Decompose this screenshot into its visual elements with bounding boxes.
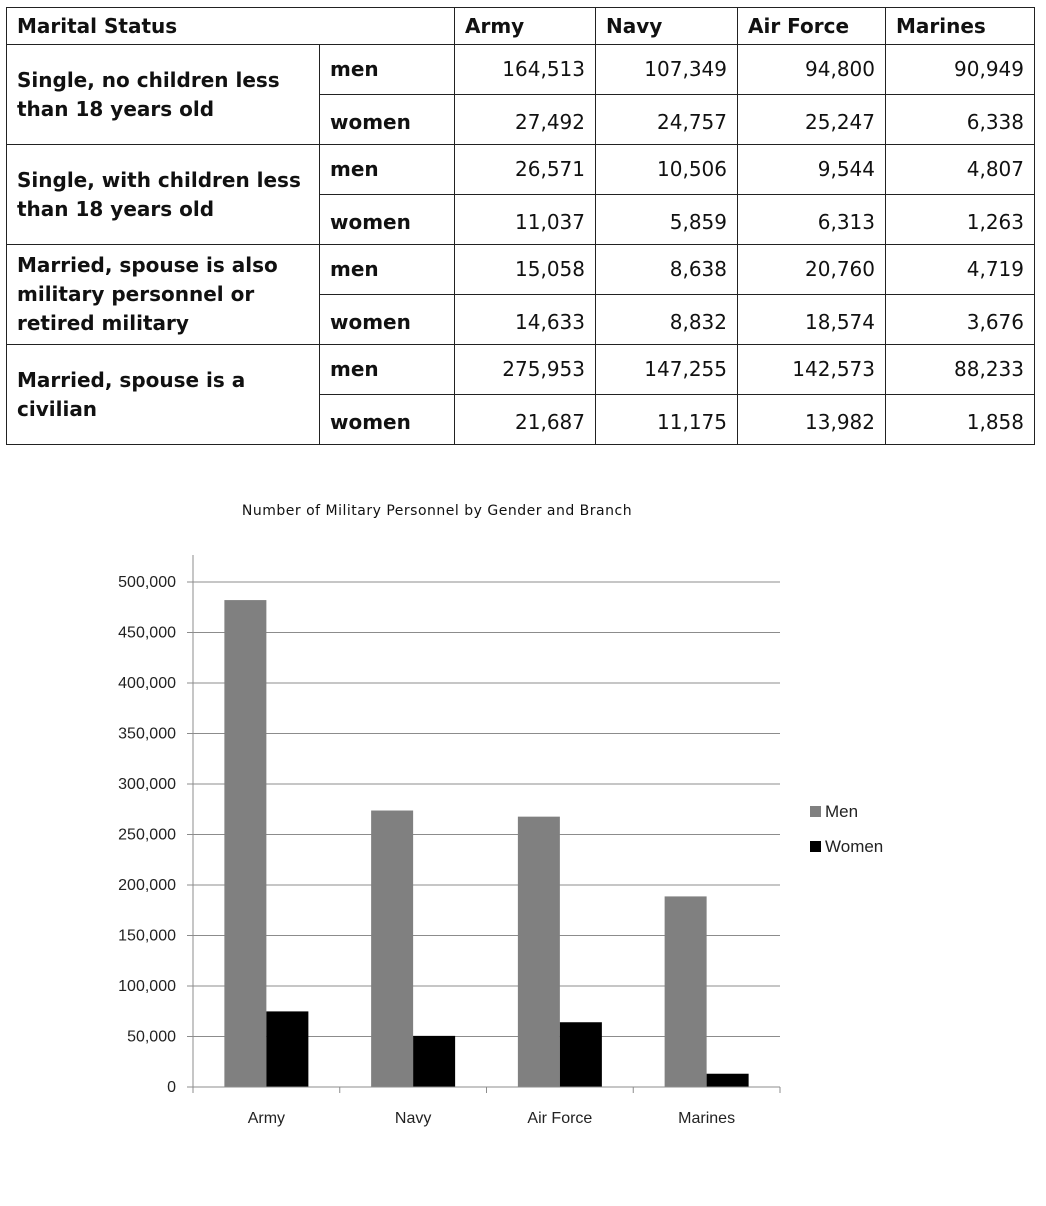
header-navy: Navy	[596, 8, 738, 45]
value-cell: 275,953	[455, 345, 596, 395]
bar-women-air-force	[560, 1022, 602, 1087]
table-row	[7, 345, 1035, 395]
y-tick-label: 400,000	[118, 675, 176, 692]
marital-status-cell: Single, with children less than 18 years old	[7, 145, 320, 245]
value-cell: 11,175	[596, 395, 738, 445]
value-cell: 9,544	[738, 145, 886, 195]
y-tick-label: 300,000	[118, 776, 176, 793]
value-cell: 90,949	[886, 45, 1035, 95]
gender-cell: women	[320, 95, 455, 145]
bar-men-navy	[371, 811, 413, 1087]
y-tick-label: 450,000	[118, 624, 176, 642]
x-axis-labels	[248, 1110, 735, 1127]
marital-status-cell: Married, spouse is a civilian	[7, 345, 320, 445]
bar-men-marines	[665, 896, 707, 1087]
value-cell: 107,349	[596, 45, 738, 95]
value-cell: 4,719	[886, 245, 1035, 295]
value-cell: 4,807	[886, 145, 1035, 195]
value-cell: 88,233	[886, 345, 1035, 395]
value-cell: 14,633	[455, 295, 596, 345]
header-marital-status: Marital Status	[7, 8, 455, 45]
y-tick-label: 100,000	[118, 978, 176, 995]
x-tick-label: Marines	[678, 1110, 736, 1127]
bar-men-army	[224, 600, 266, 1087]
value-cell: 3,676	[886, 295, 1035, 345]
gender-cell: men	[320, 45, 455, 95]
value-cell: 94,800	[738, 45, 886, 95]
value-cell: 26,571	[455, 145, 596, 195]
value-cell: 10,506	[596, 145, 738, 195]
value-cell: 147,255	[596, 345, 738, 395]
value-cell: 1,858	[886, 395, 1035, 445]
chart-title: Number of Military Personnel by Gender and Branch	[241, 503, 633, 519]
marital-status-cell: Married, spouse is also military personnel or retired military	[7, 245, 320, 345]
personnel-table	[6, 7, 1035, 445]
bar-chart	[0, 540, 1046, 1180]
gender-cell: women	[320, 295, 455, 345]
value-cell: 27,492	[455, 95, 596, 145]
y-axis-ticks	[118, 574, 193, 1096]
y-tick-label: 0	[167, 1079, 176, 1096]
value-cell: 8,832	[596, 295, 738, 345]
y-tick-label: 150,000	[118, 927, 176, 945]
legend-swatch	[810, 806, 821, 817]
y-tick-label: 250,000	[118, 826, 176, 844]
header-air-force: Air Force	[738, 8, 886, 45]
y-tick-label: 200,000	[118, 877, 176, 894]
legend-label: Men	[825, 802, 859, 821]
y-tick-label: 350,000	[118, 725, 176, 743]
value-cell: 25,247	[738, 95, 886, 145]
bars	[224, 600, 748, 1087]
value-cell: 5,859	[596, 195, 738, 245]
bar-women-marines	[707, 1074, 749, 1087]
legend-swatch	[810, 841, 821, 852]
gender-cell: men	[320, 145, 455, 195]
gender-cell: men	[320, 245, 455, 295]
value-cell: 21,687	[455, 395, 596, 445]
value-cell: 24,757	[596, 95, 738, 145]
value-cell: 164,513	[455, 45, 596, 95]
value-cell: 20,760	[738, 245, 886, 295]
value-cell: 142,573	[738, 345, 886, 395]
value-cell: 1,263	[886, 195, 1035, 245]
table-row	[7, 245, 1035, 295]
value-cell: 6,313	[738, 195, 886, 245]
gender-cell: women	[320, 195, 455, 245]
x-tick-label: Navy	[394, 1110, 432, 1127]
legend-label: Women	[825, 837, 884, 856]
value-cell: 13,982	[738, 395, 886, 445]
y-tick-label: 50,000	[127, 1028, 176, 1046]
gender-cell: men	[320, 345, 455, 395]
bar-women-army	[266, 1011, 308, 1087]
bar-men-air-force	[518, 817, 560, 1087]
bar-women-navy	[413, 1036, 455, 1087]
y-tick-label: 500,000	[118, 574, 176, 591]
table-row	[7, 45, 1035, 95]
marital-status-cell: Single, no children less than 18 years old	[7, 45, 320, 145]
header-marines: Marines	[886, 8, 1035, 45]
x-tick-label: Army	[247, 1110, 286, 1127]
gender-cell: women	[320, 395, 455, 445]
value-cell: 15,058	[455, 245, 596, 295]
value-cell: 11,037	[455, 195, 596, 245]
header-army: Army	[455, 8, 596, 45]
value-cell: 18,574	[738, 295, 886, 345]
value-cell: 6,338	[886, 95, 1035, 145]
legend	[810, 802, 883, 856]
table-header-row	[7, 8, 1035, 45]
table-row	[7, 145, 1035, 195]
value-cell: 8,638	[596, 245, 738, 295]
x-tick-label: Air Force	[527, 1110, 593, 1127]
